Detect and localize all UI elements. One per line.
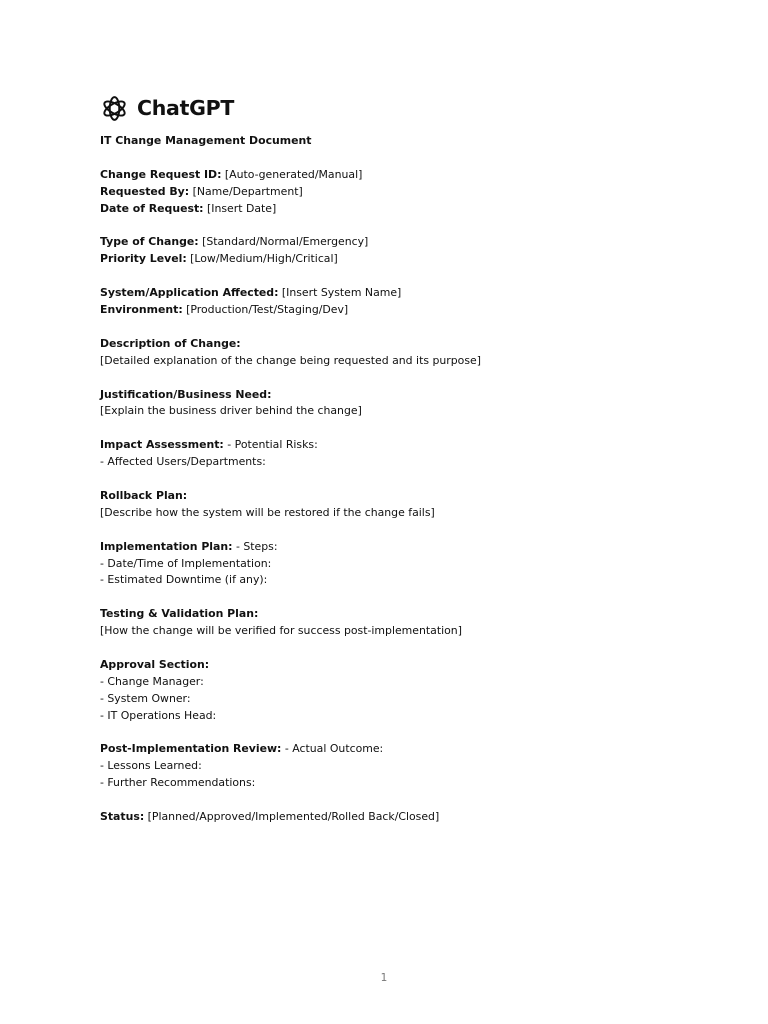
section-rollback-heading: Rollback Plan: bbox=[100, 488, 188, 502]
field-value: [Production/Test/Staging/Dev] bbox=[182, 303, 349, 317]
brand-name: ChatGPT bbox=[137, 96, 235, 120]
field-label: Environment: bbox=[100, 303, 183, 317]
section-impact-heading bbox=[100, 437, 700, 454]
field-value: [Planned/Approved/Implemented/Rolled Back/Closed] bbox=[144, 810, 440, 824]
field-value: [Insert System Name] bbox=[278, 286, 402, 300]
list-item: - System Owner: bbox=[100, 691, 191, 705]
field-date-of-request bbox=[100, 201, 700, 218]
field-priority-level bbox=[100, 251, 700, 268]
field-label: Status: bbox=[100, 810, 145, 824]
section-testing-heading: Testing & Validation Plan: bbox=[100, 607, 259, 621]
section-inline-item: - Actual Outcome: bbox=[281, 742, 384, 756]
field-value: [Standard/Normal/Emergency] bbox=[198, 235, 369, 249]
field-label: Priority Level: bbox=[100, 252, 187, 266]
field-change-request-id bbox=[100, 167, 700, 184]
field-label: Change Request ID: bbox=[100, 167, 222, 181]
field-value: [Auto-generated/Manual] bbox=[221, 167, 363, 181]
section-description-text: [Detailed explanation of the change being requested and its purpose] bbox=[100, 353, 481, 367]
field-label: Type of Change: bbox=[100, 235, 199, 249]
section-label: Post-Implementation Review: bbox=[100, 742, 282, 756]
list-item: - Further Recommendations: bbox=[100, 776, 256, 790]
list-item: - Lessons Learned: bbox=[100, 759, 202, 773]
section-label: Implementation Plan: bbox=[100, 539, 233, 553]
list-item: - Change Manager: bbox=[100, 674, 204, 688]
section-inline-item: - Steps: bbox=[232, 539, 278, 553]
list-item: - Date/Time of Implementation: bbox=[100, 556, 272, 570]
field-value: [Name/Department] bbox=[189, 184, 303, 198]
section-post-review-heading bbox=[100, 741, 700, 758]
section-justification-text: [Explain the business driver behind the change] bbox=[100, 404, 362, 418]
list-item: - Affected Users/Departments: bbox=[100, 455, 266, 469]
field-value: [Low/Medium/High/Critical] bbox=[186, 252, 338, 266]
list-item: - IT Operations Head: bbox=[100, 708, 217, 722]
openai-knot-icon bbox=[100, 94, 129, 123]
page-number: 1 bbox=[380, 972, 388, 984]
section-implementation-heading bbox=[100, 539, 700, 556]
section-approval-heading: Approval Section: bbox=[100, 657, 210, 671]
field-system-affected bbox=[100, 285, 700, 302]
section-description-heading: Description of Change: bbox=[100, 336, 241, 350]
field-status bbox=[100, 809, 700, 826]
field-value: [Insert Date] bbox=[203, 201, 277, 215]
list-item: - Estimated Downtime (if any): bbox=[100, 573, 268, 587]
field-type-of-change bbox=[100, 234, 700, 251]
section-justification-heading: Justification/Business Need: bbox=[100, 387, 272, 401]
field-environment bbox=[100, 302, 700, 319]
field-label: System/Application Affected: bbox=[100, 286, 279, 300]
field-requested-by bbox=[100, 184, 700, 201]
chatgpt-logo bbox=[100, 93, 234, 123]
document-title: IT Change Management Document bbox=[100, 134, 312, 147]
section-rollback-text: [Describe how the system will be restored if the change fails] bbox=[100, 505, 435, 519]
section-inline-item: - Potential Risks: bbox=[223, 438, 318, 452]
section-testing-text: [How the change will be verified for success post-implementation] bbox=[100, 624, 462, 638]
field-label: Requested By: bbox=[100, 184, 190, 198]
section-label: Impact Assessment: bbox=[100, 438, 224, 452]
field-label: Date of Request: bbox=[100, 201, 204, 215]
document-body bbox=[100, 133, 700, 826]
